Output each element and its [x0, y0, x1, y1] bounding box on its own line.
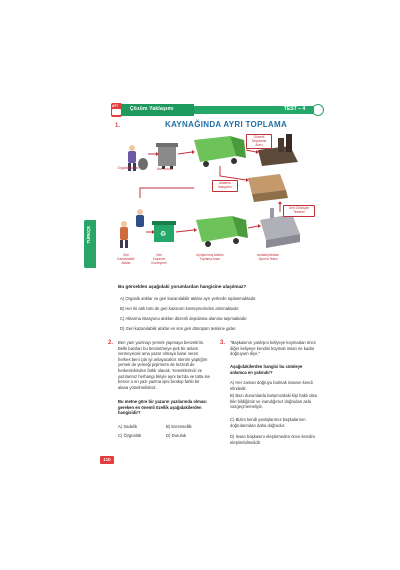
diagram-title: KAYNAĞINDA AYRI TOPLAMA: [165, 120, 288, 129]
question-1-number: 1.: [115, 123, 121, 129]
label-separated-trucks: Ayrıştırılmış Atıkları Toplama Aracı: [196, 253, 224, 261]
q1-option-b[interactable]: B) Her iki atık türü de geri kazanım konteynerinden alınmaktadır.: [120, 306, 240, 311]
garbage-truck-bottom-icon: [196, 216, 248, 247]
badge-text: AYT: [112, 104, 119, 108]
page-number: 110: [100, 456, 114, 464]
label-containers: Geri Kazanım Konteyneri: [151, 253, 167, 265]
label-waste-bin: Atık Kutusu: [156, 167, 174, 171]
garbage-truck-top-icon: [194, 136, 246, 167]
q1-option-c[interactable]: C) Aktarma istasyonu atıkları düzenli depolama alanına taşımaktadır.: [120, 316, 248, 321]
svg-text:♻: ♻: [160, 231, 167, 238]
side-subject-tab: [84, 220, 96, 268]
label-sorting: Ambalaj Atıkları Ayırma Tesisi: [256, 253, 280, 261]
q2-option-b[interactable]: B) Evrensellik: [166, 424, 192, 429]
question-2-body: Ben yazı yazmayı yemek yapmaya benzetirim. Belki bazıları bu benzetmeye pek bir anlam vermeyecek ama yazar olmaya karar veren herkes beni çok iyi anlayacaktır. Benim yaptığım yemek de yemeği pişirmem de lezzetli de herkesinkinden farklı olacak. Yemeklerinizi ve yazılarınız herhangi biriyle aynı tarzda ve tatta ise bence o en yazı yazma işini bırakıp farklı bir alana yönelmelisiniz.: [118, 340, 210, 390]
section-title: Çözüm Yaklaşımı: [130, 106, 174, 112]
label-regular-storage: Düzenli Depolama Alanı: [246, 134, 272, 149]
test-label: TEST – 4: [284, 106, 306, 112]
waste-bin-icon: [156, 143, 178, 169]
q3-option-b[interactable]: B) Bazı durumlarda karşımızdaki kişi haklı olsa bile bildiğimiz ve inandığımız doğrudan asla vazgeçmemeliyiz.: [230, 393, 317, 410]
brand-circle-icon: [312, 104, 324, 116]
person-recyclable-icon: [120, 221, 128, 248]
question-2-number: 2.: [108, 340, 114, 346]
q2-option-d[interactable]: D) Duruluk: [166, 433, 187, 438]
q2-option-a[interactable]: A) Sadelik: [118, 424, 138, 429]
q1-option-d[interactable]: D) Geri kazanılabilir atıklar en son geri dönüşüm tesisine gider.: [120, 326, 237, 331]
q2-option-c[interactable]: C) Özgünlük: [118, 433, 142, 438]
person-bag-icon: [136, 209, 144, 227]
side-tab-label: TÜRKÇE: [86, 226, 91, 244]
question-1-stem: Bu görselden aşağıdaki yorumlardan hangisine ulaşılmaz?: [118, 284, 247, 289]
label-organic: Organik Atıklar: [117, 166, 139, 170]
label-transfer: Aktarma İstasyonu: [212, 180, 238, 192]
question-3-stem: Aşağıdakilerden hangisi bu cümleye anlamca en yakındır?: [230, 364, 303, 375]
badge-shape: [112, 109, 121, 115]
transfer-station-icon: [248, 174, 288, 202]
q3-option-a[interactable]: A) Her zaman doğruyu bulmak insanın kendi elindedir.: [230, 380, 313, 391]
q3-option-d[interactable]: D) İnsan başkasını eleştirmeden önce kendini eleştirebilmelidir.: [230, 434, 315, 445]
q1-option-a[interactable]: A) Organik atıklar ve geri kazanılabilir atıklar ayrı yerlerde toplanmaktadır.: [120, 296, 257, 301]
label-recycle-facility: Geri Dönüşüm Tesisleri: [283, 205, 315, 217]
recycle-container-icon: [152, 221, 176, 242]
publisher-badge: [111, 103, 122, 117]
question-2-stem: Bu metne göre bir yazarın yazılarında olması gereken en önemli özellik aşağıdakilerden hangisidir?: [118, 399, 207, 416]
question-3-body: "Başkasının yanlışını keliyeye koymadan önce diğer keliyeye kendini koymalı insan ne kadar doğruyum diye.": [230, 340, 316, 357]
label-recyclable: Geri Kazanılabilir Atıklar: [117, 253, 135, 265]
q3-option-c[interactable]: C) Bizim kendi yanlışlarımız başkalarının doğrularından daha doğrudur.: [230, 417, 306, 428]
question-3-number: 3.: [220, 340, 226, 346]
